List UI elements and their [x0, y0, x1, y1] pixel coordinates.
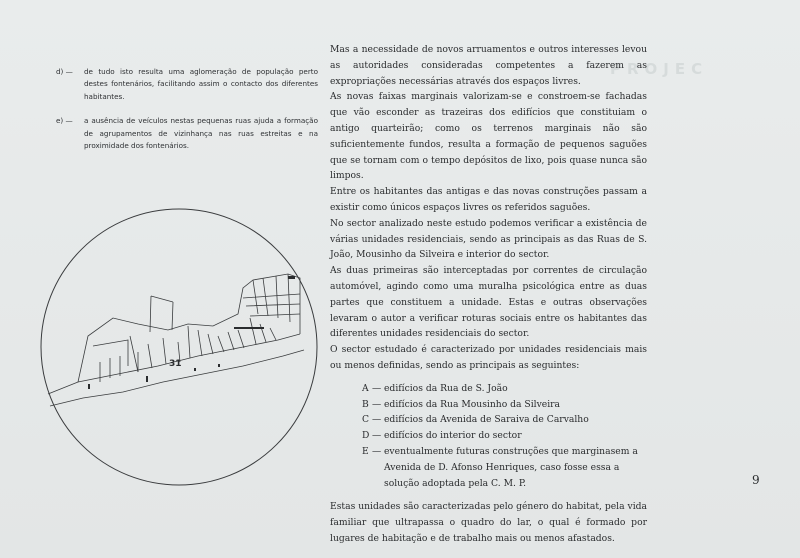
note-e	[56, 115, 318, 152]
list-letter: B	[362, 398, 369, 410]
list-text: edifícios do interior do sector	[384, 430, 522, 442]
paragraph: No sector analizado neste estudo podemos verificar a existência de várias unidades residenciais, sendo as principais as das Ruas de S. João, Mousinho da Silveira e interior do sector.	[330, 217, 647, 261]
list-text: edifícios da Rua de S. João	[384, 382, 508, 394]
list-text: edifícios da Rua Mousinho da Silveira	[384, 398, 561, 410]
note-text: a ausência de veículos nestas pequenas ruas ajuda a formação de agrupamentos de vizinhança nas ruas estreitas e na proximidade dos fontenários.	[84, 116, 318, 151]
note-d	[56, 66, 318, 103]
list-dash: —	[372, 430, 382, 442]
plan-number-label: 31	[169, 359, 182, 369]
list-dash: —	[372, 382, 382, 394]
paragraph: As duas primeiras são interceptadas por correntes de circulação automóvel, agindo como uma muralha psicológica entre as duas partes que constituem a unidade. Estas e outras observações levaram o autor a verificar roturas sociais entre os habitantes das diferentes unidades residenciais do sector.	[330, 265, 647, 340]
site-plan-figure	[38, 206, 320, 488]
list-item	[362, 412, 647, 428]
closing-paragraph: Estas unidades são caracterizadas pelo género do habitat, pela vida familiar que ultrapassa o quadro do lar, o qual é formado por lugares de habitação e de trabalho mais ou menos afastados.	[330, 501, 647, 544]
notes-column	[56, 66, 318, 164]
plan-circle	[41, 209, 317, 485]
list-letter: A	[362, 382, 369, 394]
paragraph: As novas faixas marginais valorizam-se e constroem-se fachadas que vão esconder as trazeiras dos edifícios que constituiam o antigo quarteirão; como os terrenos marginais não são suficientemente fundos, resulta a formação de pequenos saguões que se tornam com o tempo depósitos de lixo, pois quase nunca são limpos.	[330, 91, 647, 182]
list-item	[362, 428, 647, 444]
list-letter: D	[362, 430, 370, 442]
list-item	[362, 397, 647, 413]
bleed-through-text: PROJEC	[610, 60, 709, 78]
list-dash: —	[372, 445, 382, 457]
residential-units-list	[362, 381, 647, 492]
list-text: eventualmente futuras construções que marginasem a Avenida de D. Afonso Henriques, caso fosse essa a solução adoptada pela C. M. P.	[384, 445, 638, 489]
plan-markers	[88, 276, 295, 389]
list-text: edifícios da Avenida de Saraiva de Carvalho	[384, 414, 589, 426]
paragraph: O sector estudado é caracterizado por unidades residenciais mais ou menos definidas, sendo as principais as seguintes:	[330, 344, 647, 371]
note-marker: d) —	[56, 67, 73, 76]
paragraph: Entre os habitantes das antigas e das novas construções passam a existir como únicos espaços livres os referidos saguões.	[330, 186, 647, 213]
list-dash: —	[372, 398, 382, 410]
page-number: 9	[752, 473, 760, 487]
list-letter: E	[362, 445, 369, 457]
note-text: de tudo isto resulta uma aglomeração de população perto destes fontenários, facilitando assim o contacto dos diferentes habitantes.	[84, 67, 318, 101]
note-marker: e) —	[56, 116, 73, 126]
list-dash: —	[372, 414, 382, 426]
block-outline	[48, 274, 304, 406]
main-text-column	[330, 42, 647, 547]
list-item	[362, 444, 647, 491]
paragraph: Mas a necessidade de novos arruamentos e outros interesses levou as autoridades consideradas competentes a fazerem as expropriações necessárias através dos espaços livres.	[330, 44, 647, 87]
list-item	[362, 381, 647, 397]
list-letter: C	[362, 414, 370, 426]
